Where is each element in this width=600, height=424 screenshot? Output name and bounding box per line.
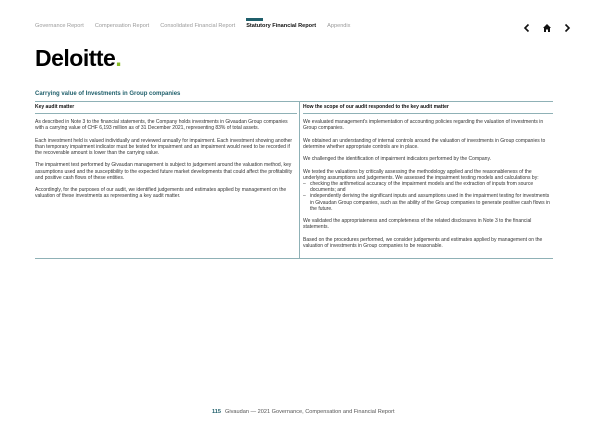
list-item: – independently deriving the significant inputs and assumptions used in the impairment testing for investments in Givaudan Group companies, such as the ability of the Group companies to generate positive cash flows in the future. [303, 193, 553, 212]
chevron-left-icon[interactable] [522, 20, 532, 30]
tab-consolidated-financial-report[interactable]: Consolidated Financial Report [160, 23, 236, 29]
footer-text: Givaudan — 2021 Governance, Compensation and Financial Report [225, 409, 395, 415]
table-bottom-rule [35, 258, 553, 259]
response-paragraph: We challenged the identification of impairment indicators performed by the Company. [303, 156, 491, 163]
tab-appendix[interactable]: Appendix [327, 23, 351, 29]
response-paragraph: We validated the appropriateness and completeness of the related disclosures in Note 3 to the financial statements. [303, 218, 532, 231]
key-audit-matter-column [35, 104, 297, 206]
column-header-key-audit-matter: Key audit matter [35, 104, 75, 110]
kam-paragraph: The impairment test performed by Givaudan management is subject to judgement around the valuation method, key assumptions used and the susceptibility to the expected future market developments that could affect the profitability and positive cash flows of these entities. [35, 162, 293, 181]
page-footer [212, 409, 395, 415]
list-item: – checking the arithmetical accuracy of the impairment models and the extraction of inputs from source documents; and [303, 181, 553, 193]
section-title: Carrying value of Investments in Group companies [35, 91, 181, 97]
logo-dot: . [115, 45, 122, 71]
column-header-audit-response: How the scope of our audit responded to the key audit matter [303, 104, 449, 110]
response-paragraph: Based on the procedures performed, we consider judgements and estimates applied by management on the valuation of investments in Group companies to be reasonable. [303, 236, 543, 249]
kam-paragraph: Accordingly, for the purposes of our audit, we identified judgements and estimates applied by management on the valuation of these investments as representing a key audit matter. [35, 187, 287, 200]
response-paragraph: We evaluated management's implementation of accounting policies regarding the valuation of investments in Group companies. [303, 119, 544, 132]
report-navigation [35, 23, 350, 29]
page-nav-controls [522, 20, 572, 30]
column-divider [299, 102, 300, 258]
kam-paragraph: As described in Note 3 to the financial statements, the Company holds investments in Givaudan Group companies with a carrying value of CHF 6,193 million as of 31 December 2021, representing 83% of total assets. [35, 119, 288, 132]
tab-compensation-report[interactable]: Compensation Report [94, 23, 150, 29]
kam-paragraph: Each investment held is valued individually and reviewed annually for impairment. Each investment showing another than temporary impairment indicator must be tested for impairment and an impairment would need to be recorded if the recoverable amount is lower than the carrying value. [35, 137, 293, 156]
home-icon[interactable] [542, 20, 552, 30]
page-number: 115 [212, 409, 222, 415]
logo-text: Deloitte [35, 45, 116, 71]
tab-statutory-financial-report[interactable]: Statutory Financial Report [246, 23, 317, 29]
section-rule [35, 101, 553, 102]
chevron-right-icon[interactable] [562, 20, 572, 30]
audit-response-column [303, 104, 553, 255]
tab-governance-report[interactable]: Governance Report [35, 23, 84, 29]
response-paragraph: We tested the valuations by critically assessing the methodology applied and the reasonableness of the underlying assumptions and judgements. We assessed the impairment testing models and calculations by: [303, 168, 539, 181]
procedures-list [303, 181, 553, 212]
deloitte-logo [35, 45, 121, 72]
response-paragraph: We obtained an understanding of internal controls around the valuation of investments in Group companies to determine whether appropriate controls are in place. [303, 137, 546, 150]
